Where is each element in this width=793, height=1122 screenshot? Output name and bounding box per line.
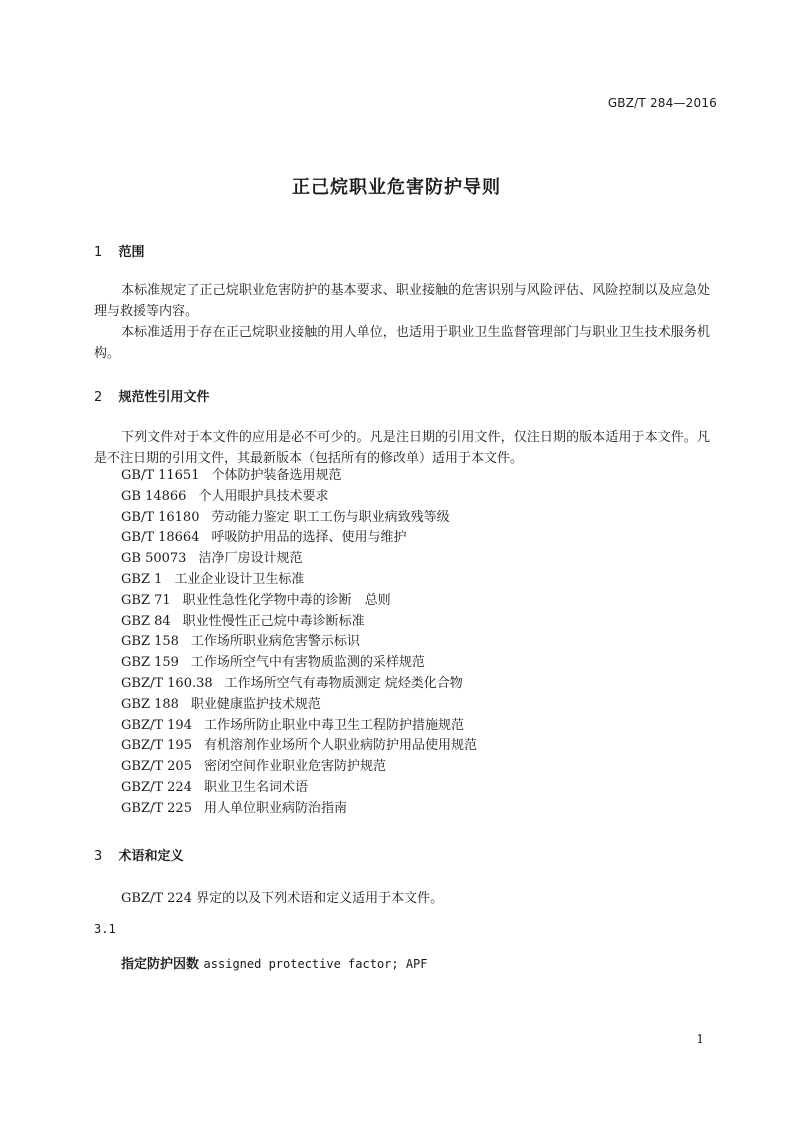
reference-code: GBZ/T 195 bbox=[121, 738, 192, 754]
reference-code: GB 50073 bbox=[121, 551, 187, 567]
reference-item bbox=[121, 632, 477, 653]
reference-item bbox=[121, 487, 477, 508]
reference-title: 职业性急性化学物中毒的诊断 总则 bbox=[182, 592, 391, 608]
reference-title: 职业性慢性正己烷中毒诊断标准 bbox=[182, 613, 365, 629]
reference-code: GBZ 71 bbox=[121, 592, 171, 608]
reference-title: 呼吸防护用品的选择、使用与维护 bbox=[211, 530, 407, 546]
reference-item bbox=[121, 695, 477, 716]
section-number: 3 bbox=[94, 849, 103, 864]
reference-title: 个人用眼护具技术要求 bbox=[198, 488, 329, 504]
reference-item bbox=[121, 653, 477, 674]
terms-intro: GBZ/T 224 界定的以及下列术语和定义适用于本文件。 bbox=[121, 891, 444, 906]
scope-paragraph-1: 本标准规定了正己烷职业危害防护的基本要求、职业接触的危害识别与风险评估、风险控制以及应急处理与救援等内容。 bbox=[94, 283, 710, 319]
reference-title: 工业企业设计卫生标准 bbox=[174, 571, 305, 587]
reference-item bbox=[121, 528, 477, 549]
page-title: 正己烷职业危害防护导则 bbox=[292, 177, 501, 198]
reference-item bbox=[121, 716, 477, 737]
term-entry bbox=[121, 953, 428, 972]
reference-code: GB/T 16180 bbox=[121, 509, 200, 525]
reference-title: 洁净厂房设计规范 bbox=[198, 551, 303, 567]
reference-code: GB/T 11651 bbox=[121, 468, 200, 483]
reference-item bbox=[121, 570, 477, 591]
reference-title: 职业健康监护技术规范 bbox=[190, 696, 321, 712]
section-title: 术语和定义 bbox=[118, 849, 184, 864]
scope-paragraph-2: 本标准适用于存在正己烷职业接触的用人单位，也适用于职业卫生监督管理部门与职业卫生技术服务机构。 bbox=[94, 325, 710, 361]
term-english: assigned protective factor; APF bbox=[203, 957, 428, 971]
reference-code: GBZ/T 205 bbox=[121, 759, 192, 775]
page-number: 1 bbox=[696, 1032, 704, 1046]
reference-title: 工作场所空气有毒物质测定 烷烃类化合物 bbox=[224, 675, 463, 691]
reference-title: 用人单位职业病防治指南 bbox=[203, 800, 347, 816]
reference-title: 工作场所空气中有害物质监测的采样规范 bbox=[190, 655, 425, 671]
section-heading-scope bbox=[94, 241, 145, 260]
reference-code: GBZ/T 225 bbox=[121, 800, 192, 816]
section-title: 范围 bbox=[118, 245, 145, 260]
section-number: 1 bbox=[94, 245, 103, 260]
reference-code: GBZ 1 bbox=[121, 571, 163, 587]
normative-refs-intro: 下列文件对于本文件的应用是必不可少的。凡是注日期的引用文件，仅注日期的版本适用于本文件。凡是不注日期的引用文件，其最新版本（包括所有的修改单）适用于本文件。 bbox=[94, 430, 710, 466]
reference-code: GB 14866 bbox=[121, 488, 187, 504]
standard-code: GBZ/T 284—2016 bbox=[607, 96, 717, 110]
reference-item bbox=[121, 757, 477, 778]
reference-code: GBZ/T 224 bbox=[121, 779, 192, 795]
reference-list bbox=[121, 466, 477, 820]
section-heading-normative-refs bbox=[94, 386, 210, 405]
reference-item bbox=[121, 674, 477, 695]
reference-title: 密闭空间作业职业危害防护规范 bbox=[203, 759, 386, 775]
reference-item bbox=[121, 591, 477, 612]
reference-code: GB/T 18664 bbox=[121, 530, 200, 546]
clause-number: 3.1 bbox=[94, 922, 116, 936]
reference-title: 个体防护装备选用规范 bbox=[211, 468, 342, 483]
reference-item bbox=[121, 778, 477, 799]
reference-item bbox=[121, 466, 477, 487]
section-heading-terms bbox=[94, 845, 184, 864]
reference-code: GBZ 159 bbox=[121, 655, 179, 671]
reference-item bbox=[121, 508, 477, 529]
reference-code: GBZ/T 160.38 bbox=[121, 675, 213, 691]
reference-item bbox=[121, 549, 477, 570]
reference-code: GBZ 188 bbox=[121, 696, 179, 712]
section-title: 规范性引用文件 bbox=[118, 390, 210, 405]
reference-title: 工作场所防止职业中毒卫生工程防护措施规范 bbox=[203, 717, 464, 733]
reference-title: 劳动能力鉴定 职工工伤与职业病致残等级 bbox=[211, 509, 450, 525]
section-number: 2 bbox=[94, 390, 103, 405]
reference-title: 有机溶剂作业场所个人职业病防护用品使用规范 bbox=[203, 738, 477, 754]
term-chinese: 指定防护因数 bbox=[121, 957, 200, 972]
reference-title: 工作场所职业病危害警示标识 bbox=[190, 634, 360, 650]
reference-item bbox=[121, 612, 477, 633]
reference-code: GBZ 158 bbox=[121, 634, 179, 650]
reference-item bbox=[121, 736, 477, 757]
reference-item bbox=[121, 799, 477, 820]
reference-code: GBZ 84 bbox=[121, 613, 171, 629]
reference-code: GBZ/T 194 bbox=[121, 717, 192, 733]
reference-title: 职业卫生名词术语 bbox=[203, 779, 308, 795]
